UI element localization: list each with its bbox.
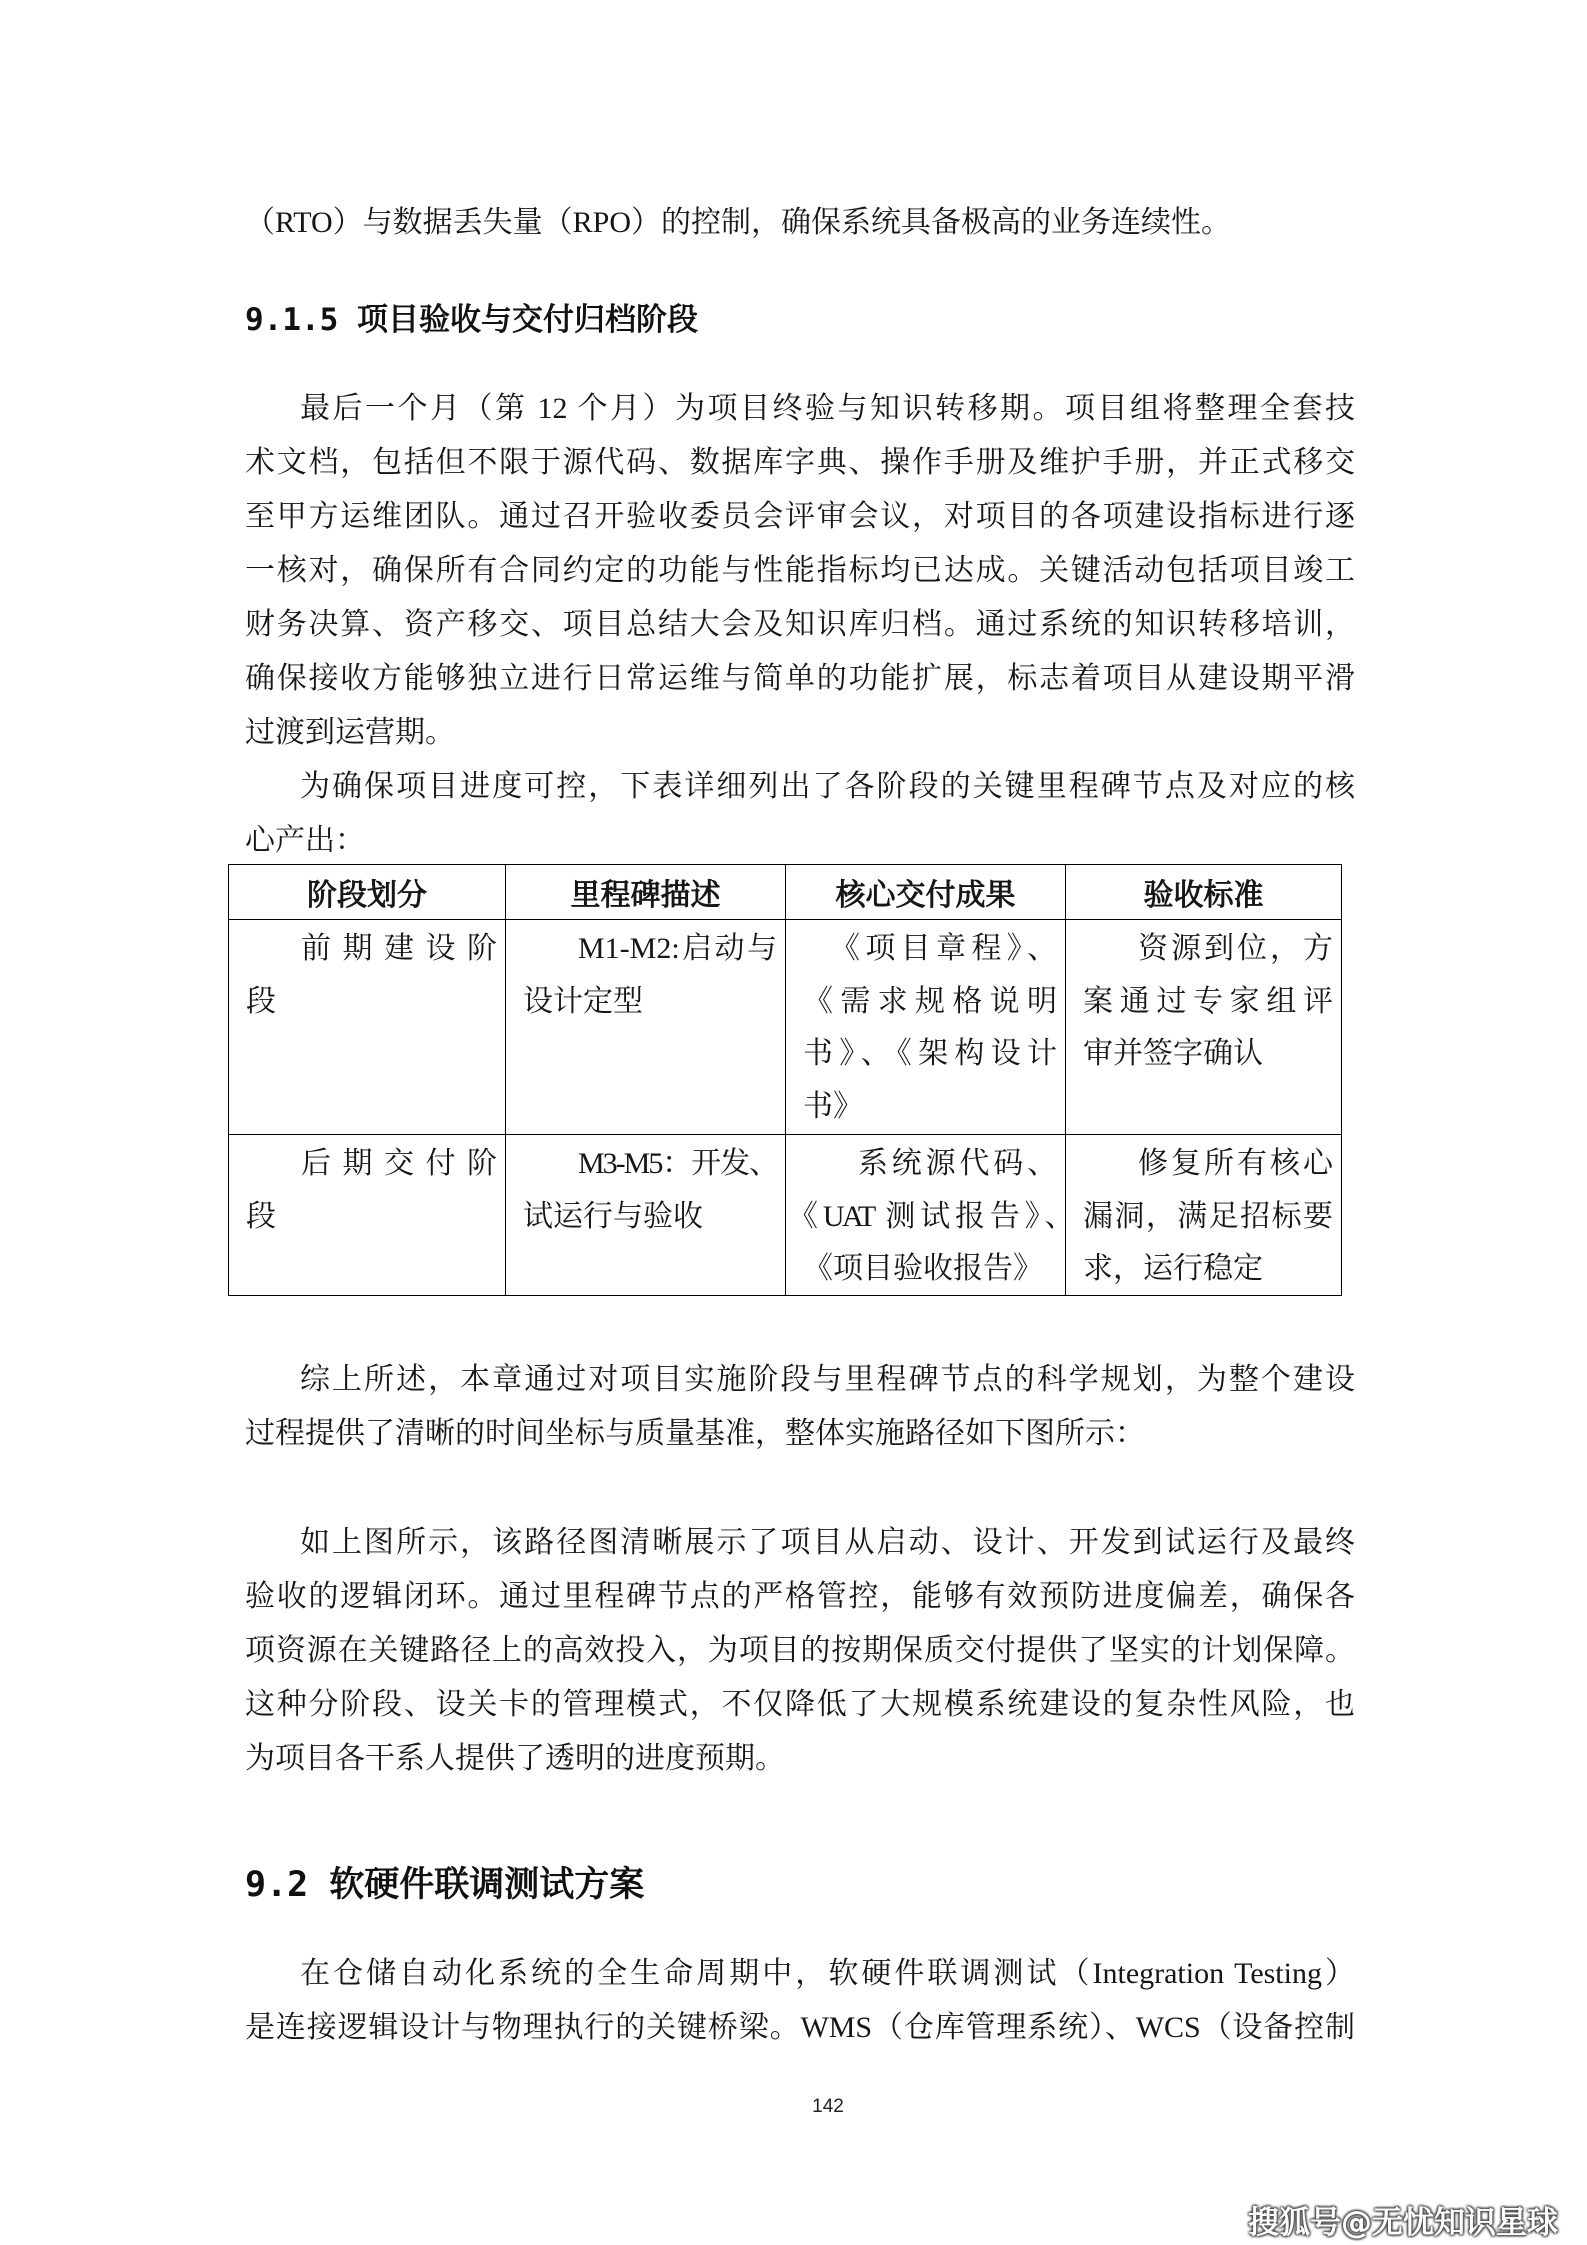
paragraph-line: 是连接逻辑设计与物理执行的关键桥梁。WMS（仓库管理系统）、WCS（设备控制 <box>245 2011 1355 2044</box>
table-cell-milestone <box>506 920 786 1135</box>
table-cell-milestone <box>506 1135 786 1296</box>
paragraph-line: 过渡到运营期。 <box>245 716 455 749</box>
cell-line: 试运行与验收 <box>523 1199 703 1233</box>
table-cell-acceptance <box>1066 920 1342 1135</box>
paragraph-line: 心产出： <box>245 824 365 857</box>
table-cell-deliverables <box>786 1135 1066 1296</box>
table-cell-phase <box>229 1135 506 1296</box>
cell-line: 段 <box>246 1199 276 1233</box>
paragraph-table-intro <box>245 760 1355 868</box>
paragraph-roadmap <box>245 1516 1355 1786</box>
table-header-milestone: 里程碑描述 <box>506 865 786 920</box>
cell-line: 资源到位，方 <box>1138 932 1333 965</box>
cell-line: 段 <box>246 984 276 1018</box>
milestone-table <box>228 864 1342 1296</box>
cell-line: 《UAT 测试报告》、 <box>803 1199 1057 1233</box>
section-heading-9-2: 9.2 软硬件联调测试方案 <box>245 1865 645 1905</box>
paragraph-line: 至甲方运维团队。通过召开验收委员会评审会议，对项目的各项建设指标进行逐 <box>245 500 1355 533</box>
paragraph-line: 确保接收方能够独立进行日常运维与简单的功能扩展，标志着项目从建设期平滑 <box>245 662 1355 695</box>
cell-line: 审并签字确认 <box>1083 1037 1263 1070</box>
paragraph-line: 术文档，包括但不限于源代码、数据库字典、操作手册及维护手册，并正式移交 <box>245 446 1355 479</box>
paragraph-line: 最后一个月（第 12 个月）为项目终验与知识转移期。项目组将整理全套技 <box>300 392 1355 425</box>
cell-line: 系统源代码、 <box>858 1147 1057 1180</box>
paragraph-summary <box>245 1353 1355 1461</box>
paragraph-line: （RTO）与数据丢失量（RPO）的控制，确保系统具备极高的业务连续性。 <box>245 206 1232 239</box>
cell-line: 书》 <box>803 1089 863 1123</box>
cell-line: 设计定型 <box>523 984 643 1018</box>
cell-line: 《需求规格说明 <box>803 984 1057 1018</box>
table-cell-deliverables <box>786 920 1066 1135</box>
cell-line: 书》、《架构设计 <box>803 1037 1057 1070</box>
intro-paragraph <box>245 196 1355 250</box>
table-header-phase: 阶段划分 <box>229 865 506 920</box>
paragraph-line: 综上所述，本章通过对项目实施阶段与里程碑节点的科学规划，为整个建设 <box>300 1363 1355 1396</box>
cell-line: 修复所有核心 <box>1138 1147 1333 1180</box>
table-header-deliverables: 核心交付成果 <box>786 865 1066 920</box>
table-cell-acceptance <box>1066 1135 1342 1296</box>
paragraph-line: 财务决算、资产移交、项目总结大会及知识库归档。通过系统的知识转移培训， <box>245 608 1355 641</box>
cell-line: 案通过专家组评 <box>1083 984 1333 1018</box>
cell-line: M1-M2:启动与 <box>578 932 777 965</box>
paragraph-line: 一核对，确保所有合同约定的功能与性能指标均已达成。关键活动包括项目竣工 <box>245 554 1355 587</box>
cell-line: 《项目章程》、 <box>830 932 1057 965</box>
cell-line: 漏洞，满足招标要 <box>1083 1199 1333 1233</box>
paragraph-line: 过程提供了清晰的时间坐标与质量基准，整体实施路径如下图所示： <box>245 1417 1145 1450</box>
paragraph-line: 如上图所示，该路径图清晰展示了项目从启动、设计、开发到试运行及最终 <box>300 1526 1355 1559</box>
paragraph-line: 这种分阶段、设关卡的管理模式，不仅降低了大规模系统建设的复杂性风险，也 <box>245 1688 1355 1721</box>
paragraph-line: 为确保项目进度可控，下表详细列出了各阶段的关键里程碑节点及对应的核 <box>300 770 1355 803</box>
paragraph-line: 验收的逻辑闭环。通过里程碑节点的严格管控，能够有效预防进度偏差，确保各 <box>245 1580 1355 1613</box>
paragraph-line: 项资源在关键路径上的高效投入，为项目的按期保质交付提供了坚实的计划保障。 <box>245 1634 1355 1667</box>
table-header-acceptance: 验收标准 <box>1066 865 1342 920</box>
paragraph-integration-testing <box>245 1947 1355 2055</box>
cell-line: M3-M5：开发、 <box>578 1147 777 1180</box>
paragraph-line: 为项目各干系人提供了透明的进度预期。 <box>245 1742 785 1775</box>
paragraph-line: 在仓储自动化系统的全生命周期中，软硬件联调测试（Integration Testing） <box>300 1957 1355 1990</box>
cell-line: 前期建设阶 <box>301 932 497 965</box>
cell-line: 后期交付阶 <box>301 1147 497 1180</box>
page-number: 142 <box>812 2096 844 2117</box>
cell-line: 《项目验收报告》 <box>803 1252 1043 1285</box>
paragraph-final-acceptance <box>245 382 1355 760</box>
cell-line: 求，运行稳定 <box>1083 1252 1263 1285</box>
table-cell-phase <box>229 920 506 1135</box>
watermark: 搜狐号@无忧知识星球 <box>1248 2205 1558 2241</box>
section-heading-9-1-5: 9.1.5 项目验收与交付归档阶段 <box>245 302 698 338</box>
